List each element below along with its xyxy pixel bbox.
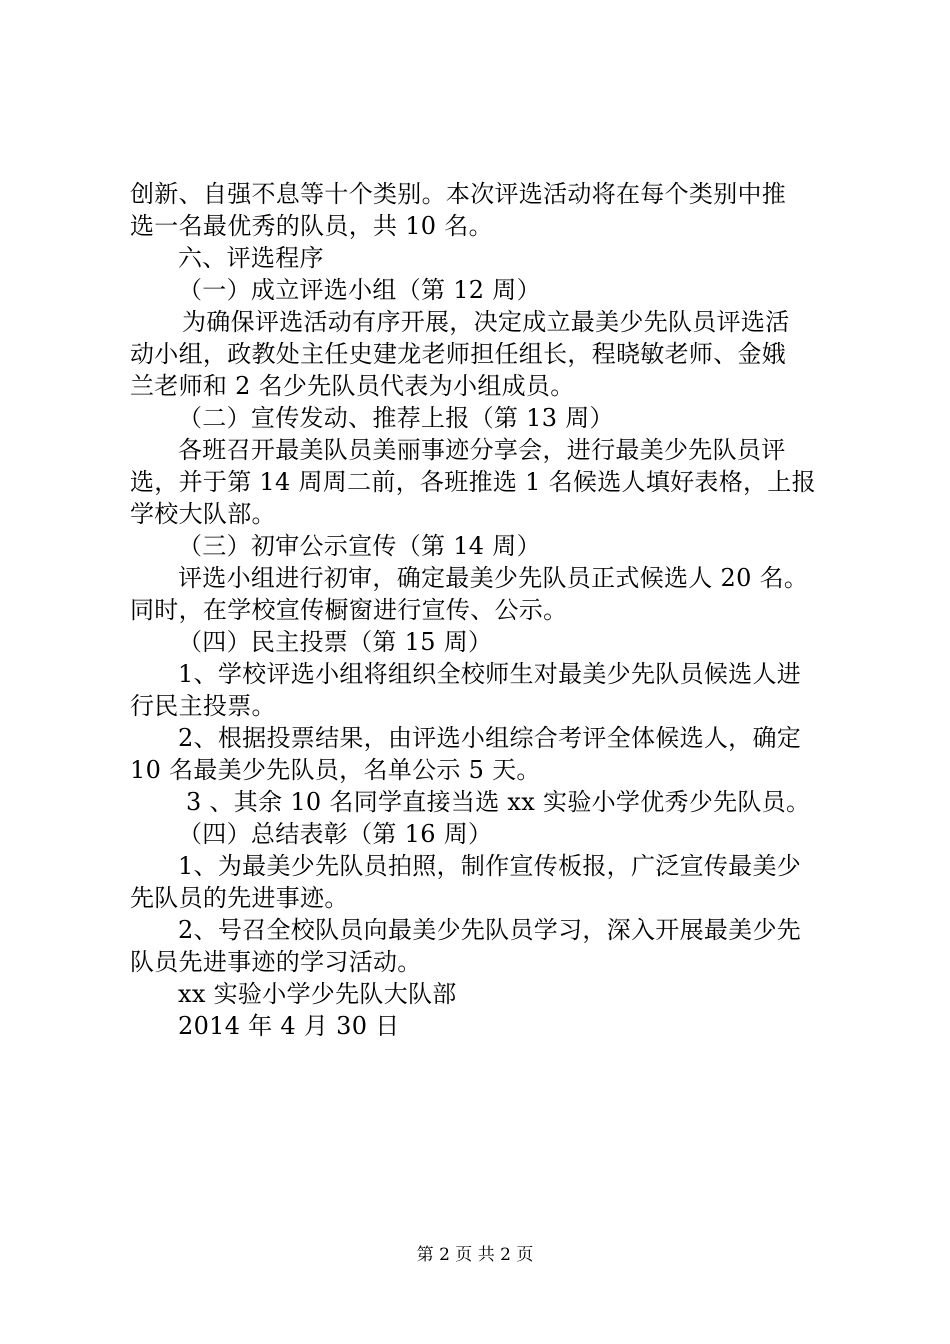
subsection-heading: （一）成立评选小组（第 12 周） xyxy=(178,276,541,304)
subsection-heading: （四）总结表彰（第 16 周） xyxy=(178,820,493,848)
paragraph-line: 为确保评选活动有序开展，决定成立最美少先队员评选活 xyxy=(182,308,790,336)
subsection-heading: （三）初审公示宣传（第 14 周） xyxy=(178,532,541,560)
subsection-heading: （四）民主投票（第 15 周） xyxy=(178,628,493,656)
paragraph-line: 评选小组进行初审，确定最美少先队员正式候选人 20 名。 xyxy=(178,564,809,592)
paragraph-line: 学校大队部。 xyxy=(130,500,276,528)
subsection-heading: （二）宣传发动、推荐上报（第 13 周） xyxy=(178,404,614,432)
paragraph-line: 2、号召全校队员向最美少先队员学习，深入开展最美少先 xyxy=(178,916,802,944)
paragraph-line: 1、学校评选小组将组织全校师生对最美少先队员候选人进 xyxy=(178,660,802,688)
paragraph-line: 3 、其余 10 名同学直接当选 xx 实验小学优秀少先队员。 xyxy=(186,788,811,816)
paragraph-line: 同时，在学校宣传橱窗进行宣传、公示。 xyxy=(130,596,568,624)
signature-date: 2014 年 4 月 30 日 xyxy=(178,1012,400,1040)
paragraph-line: 先队员的先进事迹。 xyxy=(130,884,349,912)
signature-organization: xx 实验小学少先队大队部 xyxy=(178,980,457,1008)
paragraph-line: 1、为最美少先队员拍照，制作宣传板报，广泛宣传最美少 xyxy=(178,852,802,880)
paragraph-line: 创新、自强不息等十个类别。本次评选活动将在每个类别中推 xyxy=(130,180,787,208)
section-heading: 六、评选程序 xyxy=(178,244,324,272)
paragraph-line: 选一名最优秀的队员，共 10 名。 xyxy=(130,212,493,240)
paragraph-line: 各班召开最美队员美丽事迹分享会，进行最美少先队员评 xyxy=(178,436,786,464)
paragraph-line: 行民主投票。 xyxy=(130,692,276,720)
paragraph-line: 兰老师和 2 名少先队员代表为小组成员。 xyxy=(130,372,575,400)
paragraph-line: 动小组，政教处主任史建龙老师担任组长，程晓敏老师、金娥 xyxy=(130,340,787,368)
paragraph-line: 队员先进事迹的学习活动。 xyxy=(130,948,422,976)
paragraph-line: 选，并于第 14 周周二前，各班推选 1 名候选人填好表格，上报 xyxy=(130,468,816,496)
paragraph-line: 2、根据投票结果，由评选小组综合考评全体候选人，确定 xyxy=(178,724,802,752)
paragraph-line: 10 名最美少先队员，名单公示 5 天。 xyxy=(130,756,541,784)
page-footer: 第 2 页 共 2 页 xyxy=(416,1245,534,1265)
